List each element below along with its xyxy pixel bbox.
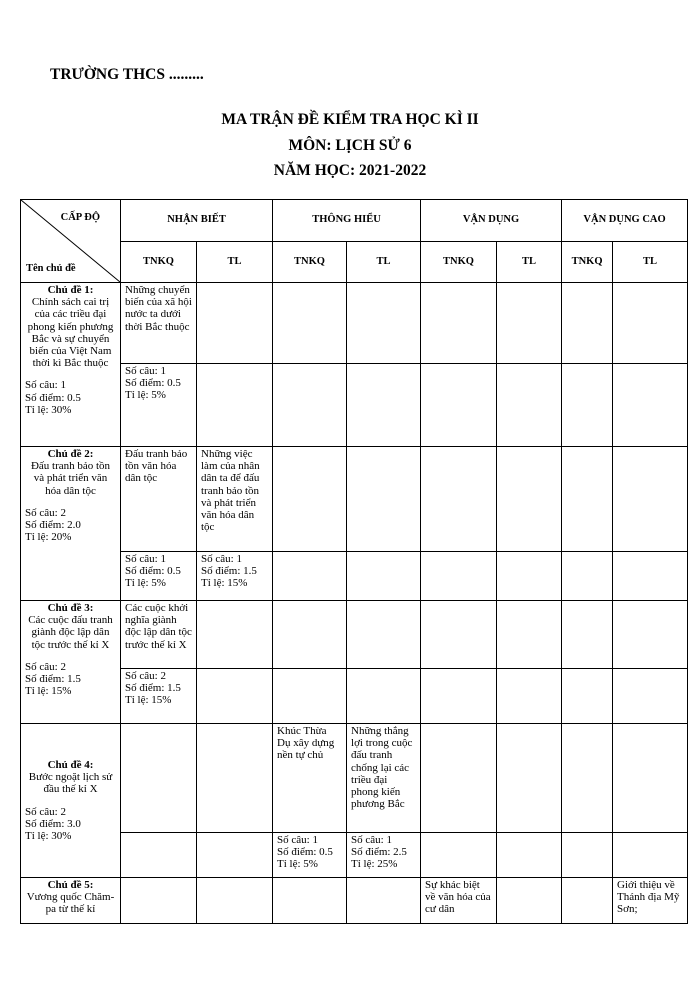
stat-line: Số câu: 1	[25, 379, 66, 392]
table-row	[21, 364, 688, 447]
topic-description: Bước ngoặt lịch sử đầu thế kỉ X	[28, 771, 113, 796]
topic-cell	[21, 878, 121, 924]
topic-cell	[21, 724, 121, 878]
topic-stats	[25, 806, 116, 843]
level-header: VẬN DỤNG CAO	[562, 200, 688, 242]
table-row	[21, 447, 688, 552]
header-row-types	[21, 242, 688, 283]
content-cell: Giới thiệu về Thánh địa Mỹ Sơn;	[613, 878, 688, 924]
stat-line: Tỉ lệ: 5%	[125, 389, 166, 402]
score-cell	[121, 552, 197, 601]
subheader: TL	[347, 242, 421, 283]
topic-stats	[25, 379, 116, 416]
stat-line: Tỉ lệ: 5%	[125, 577, 166, 590]
stat-line: Số câu: 2	[25, 506, 66, 519]
stat-line: Tỉ lệ: 15%	[125, 694, 172, 707]
table-row	[21, 283, 688, 364]
table-row	[21, 669, 688, 724]
content-cell: Sự khác biệt về văn hóa của cư dân	[421, 878, 497, 924]
stat-line: Tỉ lệ: 15%	[201, 577, 248, 590]
stat-line: Số điểm: 0.5	[125, 565, 181, 578]
exam-matrix-table	[20, 199, 688, 924]
content-cell: Những việc làm của nhân dân ta để đấu tranh bảo tồn và phát triển văn hóa dân tộc	[197, 447, 273, 552]
stat-line: Số câu: 2	[125, 670, 166, 682]
score-cell	[347, 833, 421, 878]
score-cell	[197, 552, 273, 601]
stat-line: Số điểm: 2.0	[25, 519, 81, 532]
table-row	[21, 878, 688, 924]
score-cell	[121, 364, 197, 447]
school-name: TRƯỜNG THCS .........	[50, 66, 204, 83]
content-cell: Đấu tranh bảo tồn văn hóa dân tộc	[121, 447, 197, 552]
content-cell: Khúc Thừa Dụ xây dựng nền tự chủ	[273, 724, 347, 833]
subheader: TL	[497, 242, 562, 283]
level-header: VẬN DỤNG	[421, 200, 562, 242]
header-row-levels	[21, 200, 688, 242]
topic-cell	[21, 601, 121, 724]
table-row	[21, 552, 688, 601]
table-row	[21, 833, 688, 878]
topic-title: Chủ đề 4:	[47, 758, 94, 771]
corner-topic-label: Tên chủ đề	[26, 262, 76, 274]
subheader: TL	[613, 242, 688, 283]
topic-stats	[25, 661, 116, 698]
stat-line: Số câu: 1	[201, 553, 242, 565]
table-row	[21, 601, 688, 669]
topic-description: Vương quốc Chăm-pa từ thế kỉ	[26, 891, 115, 916]
corner-level-label: CẤP ĐỘ	[60, 212, 100, 223]
stat-line: Số câu: 1	[125, 553, 166, 565]
topic-cell	[21, 283, 121, 447]
subheader: TNKQ	[421, 242, 497, 283]
stat-line: Số điểm: 0.5	[125, 377, 181, 390]
stat-line: Tỉ lệ: 25%	[351, 858, 398, 871]
level-header: NHẬN BIẾT	[121, 200, 273, 242]
subheader: TNKQ	[121, 242, 197, 283]
content-cell: Những chuyển biến của xã hội nước ta dưới thời Bắc thuộc	[121, 283, 197, 364]
stat-line: Tỉ lệ: 30%	[25, 829, 72, 842]
subheader: TNKQ	[273, 242, 347, 283]
stat-line: Số câu: 1	[351, 834, 392, 846]
subheader: TL	[197, 242, 273, 283]
topic-cell	[21, 447, 121, 601]
topic-description: Đấu tranh bảo tồn và phát triển văn hóa dân tộc	[30, 460, 111, 497]
topic-description: Các cuộc đấu tranh giành độc lập dân tộc trước thế kỉ X	[28, 614, 113, 651]
stat-line: Tỉ lệ: 5%	[277, 858, 318, 871]
stat-line: Số điểm: 2.5	[351, 846, 407, 859]
table-row	[21, 724, 688, 833]
stat-line: Số điểm: 1.5	[25, 673, 81, 686]
stat-line: Tỉ lệ: 30%	[25, 403, 72, 416]
level-header: THÔNG HIỂU	[273, 200, 421, 242]
stat-line: Số điểm: 3.0	[25, 817, 81, 830]
topic-title: Chủ đề 5:	[47, 879, 94, 891]
school-year-title: NĂM HỌC: 2021-2022	[273, 162, 427, 179]
topic-title: Chủ đề 1:	[47, 284, 94, 296]
stat-line: Tỉ lệ: 20%	[25, 531, 72, 544]
content-cell: Những thắng lợi trong cuộc đấu tranh chống lại các triều đại phong kiến phương Bắc	[347, 724, 421, 833]
score-cell	[121, 669, 197, 724]
stat-line: Số điểm: 1.5	[201, 565, 257, 578]
topic-title: Chủ đề 2:	[47, 448, 94, 460]
stat-line: Số câu: 2	[25, 805, 66, 818]
stat-line: Số điểm: 0.5	[25, 391, 81, 404]
topic-stats	[25, 507, 116, 544]
topic-title: Chủ đề 3:	[47, 602, 94, 614]
doc-title: MA TRẬN ĐỀ KIỂM TRA HỌC KÌ II	[221, 111, 479, 128]
topic-description: Chính sách cai trị của các triều đại phong kiến phương Bắc và sự chuyển biến của Việt Nam thời kì Bắc thuộc	[27, 296, 114, 370]
stat-line: Tỉ lệ: 15%	[25, 685, 72, 698]
stat-line: Số điểm: 0.5	[277, 846, 333, 859]
subject-title: MÔN: LỊCH SỬ 6	[288, 137, 412, 154]
stat-line: Số câu: 2	[25, 660, 66, 673]
subheader: TNKQ	[562, 242, 613, 283]
stat-line: Số điểm: 1.5	[125, 682, 181, 695]
content-cell: Các cuộc khởi nghĩa giành độc lập dân tộc trước thế kỉ X	[121, 601, 197, 669]
stat-line: Số câu: 1	[277, 834, 318, 846]
stat-line: Số câu: 1	[125, 365, 166, 377]
score-cell	[273, 833, 347, 878]
header-corner	[21, 200, 121, 283]
